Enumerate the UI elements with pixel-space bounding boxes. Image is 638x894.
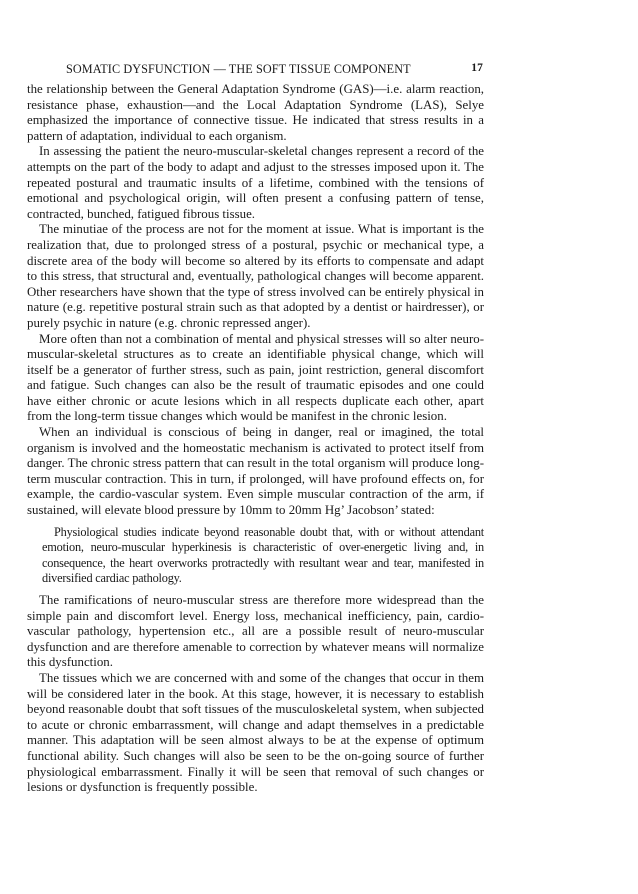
paragraph: The ramifications of neuro-muscular stress are therefore more widespread than the simple pain and discomfort level. Energy loss, mechanical inefficiency, pain, cardio-vascular pathology, hypertension etc., all are a possible result of neuro-muscular dysfunction and are therefore amenable to correction by whatever means will normalize this dysfunction. <box>27 593 484 670</box>
quote-text: Physiological studies indicate beyond reasonable doubt that, with or without attendant emotion, neuro-muscular hyperkinesis is characteristic of over-energetic living and, in consequence, the heart overworks protractedly with resultant wear and tear, manifested in diversified cardiac pathology. <box>42 524 484 586</box>
paragraph: More often than not a combination of mental and physical stresses will so alter neuro-muscular-skeletal structures as to create an identifiable physical change, which will itself be a generator of further stress, such as pain, joint restriction, general discomfort and fatigue. Such changes can also be the result of traumatic episodes and one could have either chronic or acute lesions which in all respects duplicate each other, apart from the long-term tissue changes which would be manifest in the chronic lesion. <box>27 331 484 424</box>
running-head <box>66 62 483 78</box>
paragraph: In assessing the patient the neuro-muscular-skeletal changes represent a record of the attempts on the part of the body to adapt and adjust to the stresses imposed upon it. The repeated postural and traumatic insults of a lifetime, combined with the tensions of emotional and psychological origin, will often present a confusing pattern of tense, contracted, bunched, fatigued fibrous tissue. <box>27 144 484 221</box>
paragraph-continuation: the relationship between the General Adaptation Syndrome (GAS)—i.e. alarm reaction, resistance phase, exhaustion—and the Local Adaptation Syndrome (LAS), Selye emphasized the importance of connective tissue. He indicated that stress results in a pattern of adaptation, individual to each organism. <box>27 82 484 143</box>
page-number: 17 <box>471 62 483 74</box>
paragraph: The tissues which we are concerned with and some of the changes that occur in them will be considered later in the book. At this stage, however, it is necessary to establish beyond reasonable doubt that soft tissues of the musculoskeletal system, when subjected to acute or chronic embarrassment, will change and adapt themselves in a predictable manner. This adaptation will be seen almost always to be at the expense of optimum functional ability. Such changes will also be seen to be the on-going source of further physiological embarrassment. Finally it will be seen that removal of such changes or lesions or dysfunction is frequently possible. <box>27 670 484 795</box>
paragraph: The minutiae of the process are not for the moment at issue. What is important is the realization that, due to prolonged stress of a postural, psychic or mechanical type, a discrete area of the body will become so altered by its efforts to compensate and adapt to this stress, that structural and, eventually, pathological changes will become apparent. Other researchers have shown that the type of stress involved can be entirely physical in nature (e.g. repetitive postural strain such as that adopted by a dentist or hairdresser), or purely psychic in nature (e.g. chronic repressed anger). <box>27 222 484 330</box>
page-body <box>27 82 484 796</box>
block-quote <box>42 525 484 587</box>
running-head-title: SOMATIC DYSFUNCTION — THE SOFT TISSUE COMPONENT <box>66 62 411 76</box>
paragraph: When an individual is conscious of being in danger, real or imagined, the total organism is involved and the homeostatic mechanism is activated to protect itself from danger. The chronic stress pattern that can result in the total organism will produce long-term muscular contraction. This in turn, if prolonged, will have profound effects on, for example, the cardio-vascular system. Even simple muscular contraction of the arm, if sustained, will elevate blood pressure by 10mm to 20mm Hg’ Jacobson’ stated: <box>27 425 484 518</box>
